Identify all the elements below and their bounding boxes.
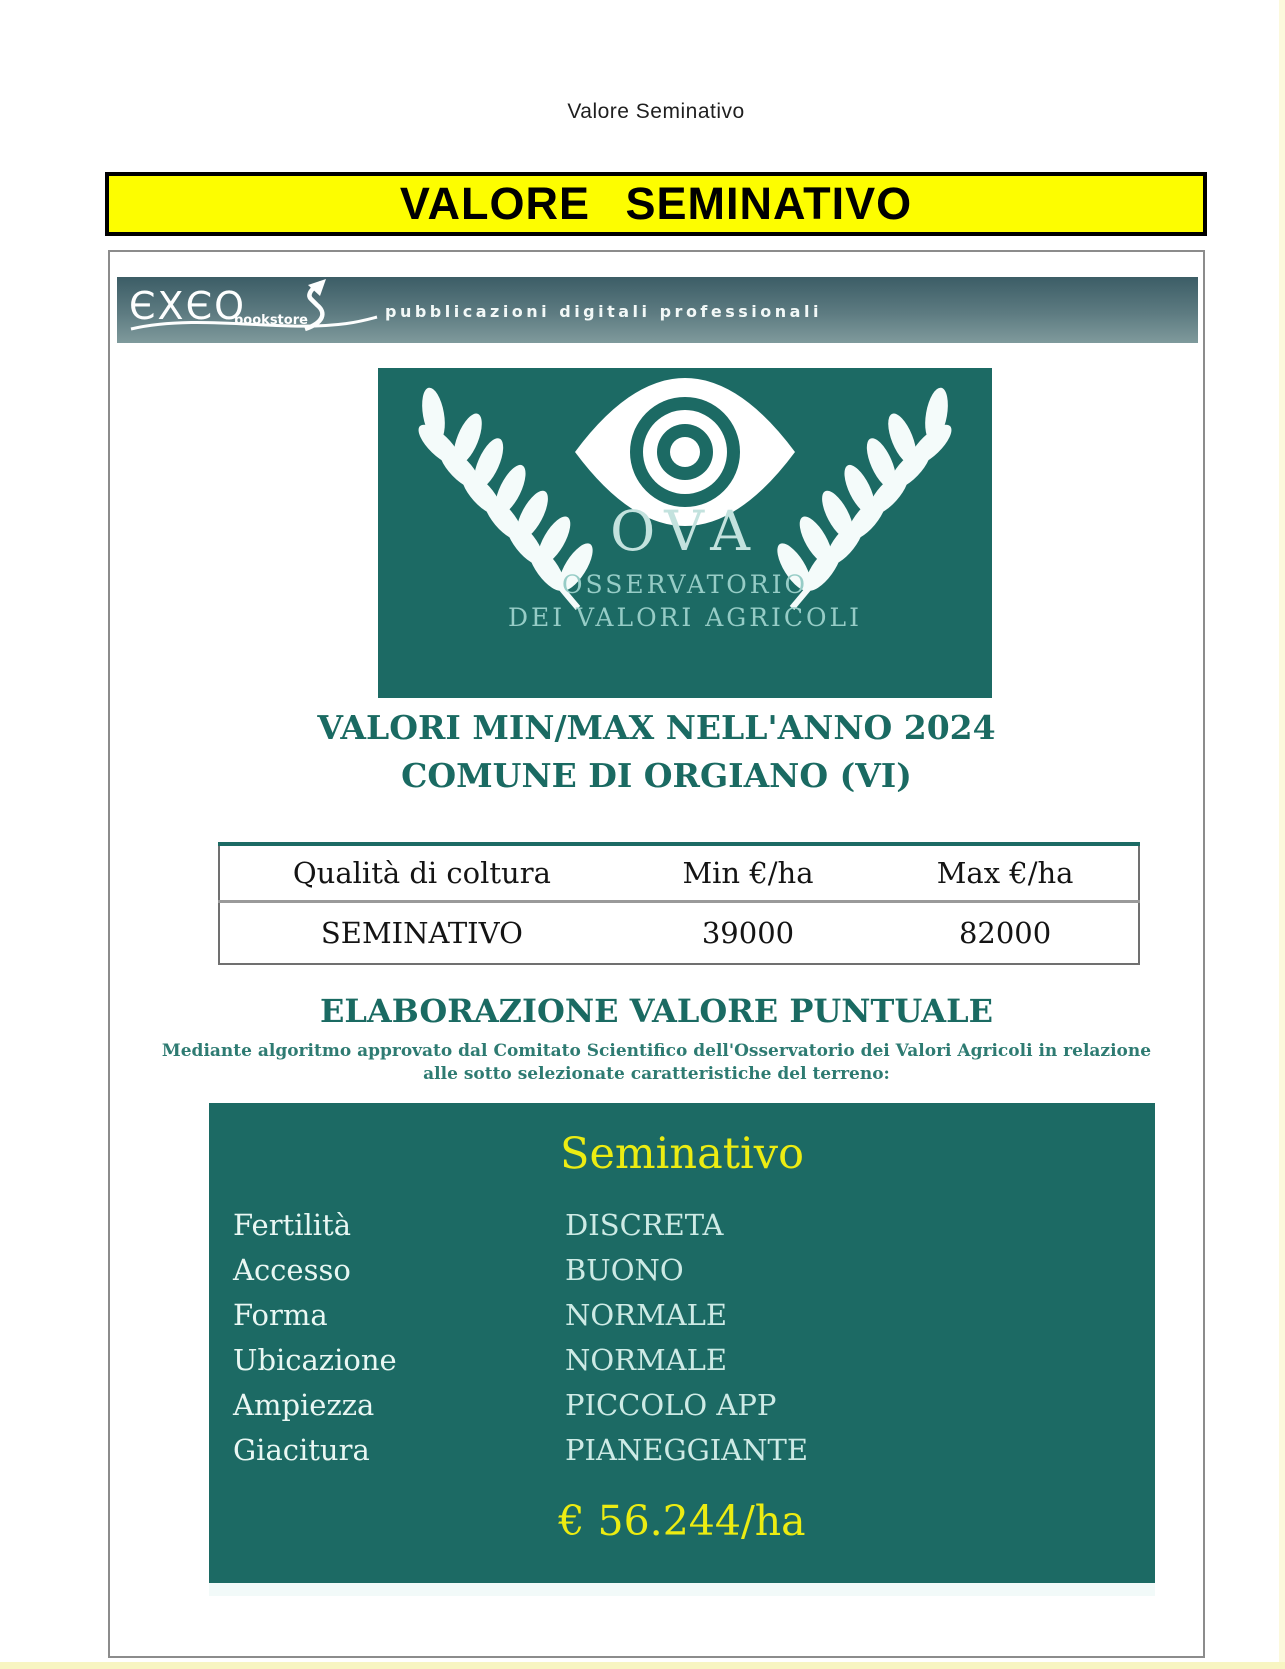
page-edge-strip-bottom	[0, 1662, 1285, 1669]
exeo-logo-subtext: bookstore	[234, 313, 308, 328]
column-header-quality: Qualità di coltura	[292, 856, 551, 890]
detail-value: NORMALE	[565, 1343, 728, 1377]
cell-quality: SEMINATIVO	[320, 916, 523, 950]
result-value: € 56.244/ha	[558, 1497, 806, 1545]
detail-value: DISCRETA	[565, 1208, 724, 1242]
detail-card-title: Seminativo	[560, 1129, 804, 1179]
column-header-max: Max €/ha	[936, 856, 1074, 890]
elaborazione-note-line1: Mediante algoritmo approvato dal Comitato Scientifico dell'Osservatorio dei Valori Agricoli in relazione	[161, 1041, 1152, 1061]
elaborazione-heading: ELABORAZIONE VALORE PUNTUALE	[320, 992, 993, 1030]
column-header-min: Min €/ha	[682, 856, 814, 890]
arrow-swoosh-icon	[127, 279, 382, 341]
list-item	[209, 1338, 1155, 1383]
list-item	[209, 1383, 1155, 1428]
detail-label: Accesso	[233, 1253, 351, 1287]
publisher-tagline: pubblicazioni digitali professionali	[385, 302, 822, 321]
detail-label: Fertilità	[233, 1208, 351, 1242]
minmax-heading	[110, 704, 1203, 800]
detail-label: Forma	[233, 1298, 328, 1332]
banner	[105, 172, 1207, 236]
exeo-logo-text: ЄXЄO	[129, 284, 247, 328]
list-item	[209, 1428, 1155, 1473]
page-title: Valore Seminativo	[567, 100, 745, 123]
detail-value: NORMALE	[565, 1298, 728, 1332]
list-item	[209, 1248, 1155, 1293]
minmax-heading-line2: COMUNE DI ORGIANO (VI)	[401, 756, 912, 795]
detail-label: Giacitura	[233, 1433, 370, 1467]
values-table-header-row	[219, 844, 1139, 902]
minmax-heading-line1: VALORI MIN/MAX NELL'ANNO 2024	[317, 708, 996, 747]
list-item	[209, 1293, 1155, 1338]
ova-name-line1: OSSERVATORIO	[562, 570, 808, 599]
detail-value: BUONO	[565, 1253, 684, 1287]
exeo-logo	[127, 279, 382, 341]
cell-max-value: 82000	[958, 916, 1052, 950]
elaborazione-note	[110, 1040, 1203, 1086]
ova-logo-box	[378, 368, 992, 698]
detail-label: Ampiezza	[233, 1388, 375, 1422]
ova-name-line2: DEI VALORI AGRICOLI	[507, 603, 863, 632]
list-item	[209, 1203, 1155, 1248]
detail-value: PICCOLO APP	[565, 1388, 777, 1422]
detail-card-rows	[209, 1203, 1155, 1473]
values-table	[218, 842, 1140, 965]
content-frame	[108, 250, 1205, 1658]
detail-card	[209, 1103, 1155, 1583]
banner-title: VALORE SEMINATIVO	[399, 178, 913, 229]
card-shadow-strip	[209, 1583, 1155, 1596]
detail-value: PIANEGGIANTE	[565, 1433, 809, 1467]
elaborazione-note-line2: alle sotto selezionate caratteristiche del terreno:	[423, 1064, 890, 1084]
cell-min-value: 39000	[701, 916, 795, 950]
page-edge-strip-right	[1279, 0, 1285, 1669]
detail-label: Ubicazione	[233, 1343, 397, 1377]
ova-acronym: OVA	[610, 499, 760, 563]
table-row	[219, 902, 1139, 965]
publisher-bar	[117, 277, 1198, 343]
